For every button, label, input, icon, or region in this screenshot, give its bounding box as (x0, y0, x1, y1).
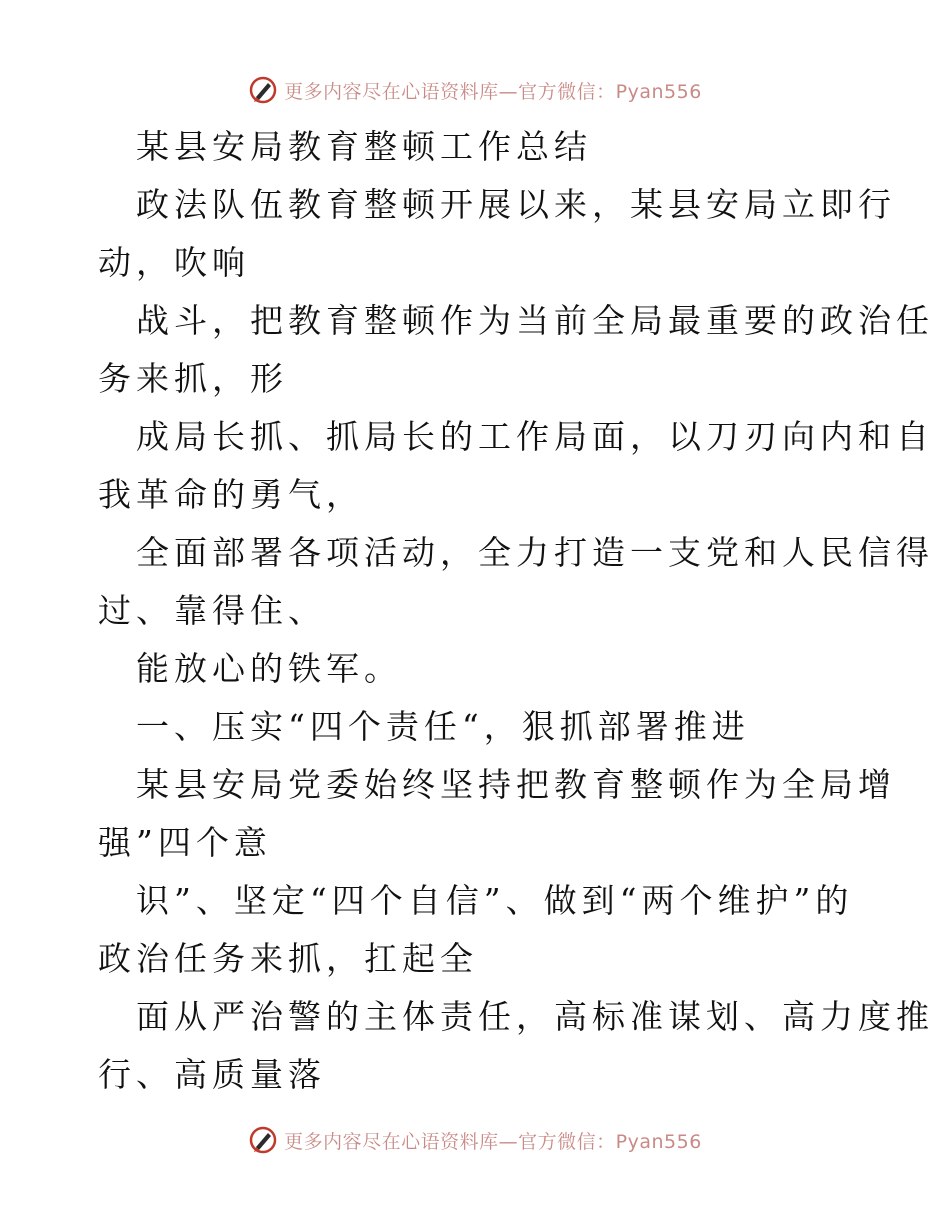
header-watermark-banner (0, 70, 950, 110)
text-line: 面从严治警的主体责任，高标准谋划、高力度推 (136, 997, 934, 1036)
pen-logo-icon (248, 75, 278, 105)
footer-watermark-text: 更多内容尽在心语资料库—官方微信：Pyan556 (284, 1130, 702, 1153)
text-line: 政治任务来抓，扛起全 (98, 939, 478, 978)
text-line: 务来抓，形 (98, 359, 288, 398)
text-line: 能放心的铁军。 (136, 649, 402, 688)
text-line: 我革命的勇气， (98, 475, 364, 514)
text-line: 战斗，把教育整顿作为当前全局最重要的政治任 (136, 301, 934, 340)
text-line: 行、高质量落 (98, 1055, 326, 1094)
text-line: 政法队伍教育整顿开展以来，某县安局立即行 (136, 185, 896, 224)
text-line: 动，吹响 (98, 243, 250, 282)
text-line: 成局长抓、抓局长的工作局面，以刀刃向内和自 (136, 417, 934, 456)
text-line: 过、靠得住、 (98, 591, 326, 630)
document-body (98, 118, 934, 1104)
text-line: 一、压实“四个责任“，狠抓部署推进 (136, 707, 750, 746)
header-watermark-text: 更多内容尽在心语资料库—官方微信：Pyan556 (284, 80, 702, 103)
text-line: 某县安局党委始终坚持把教育整顿作为全局增 (136, 765, 896, 804)
text-line: 全面部署各项活动，全力打造一支党和人民信得 (136, 533, 934, 572)
footer-watermark-banner (0, 1120, 950, 1160)
pen-logo-icon (248, 1125, 278, 1155)
text-line: 某县安局教育整顿工作总结 (136, 127, 592, 166)
text-line: 识”、坚定“四个自信”、做到“两个维护”的 (136, 881, 854, 920)
text-line: 强”四个意 (98, 823, 272, 862)
